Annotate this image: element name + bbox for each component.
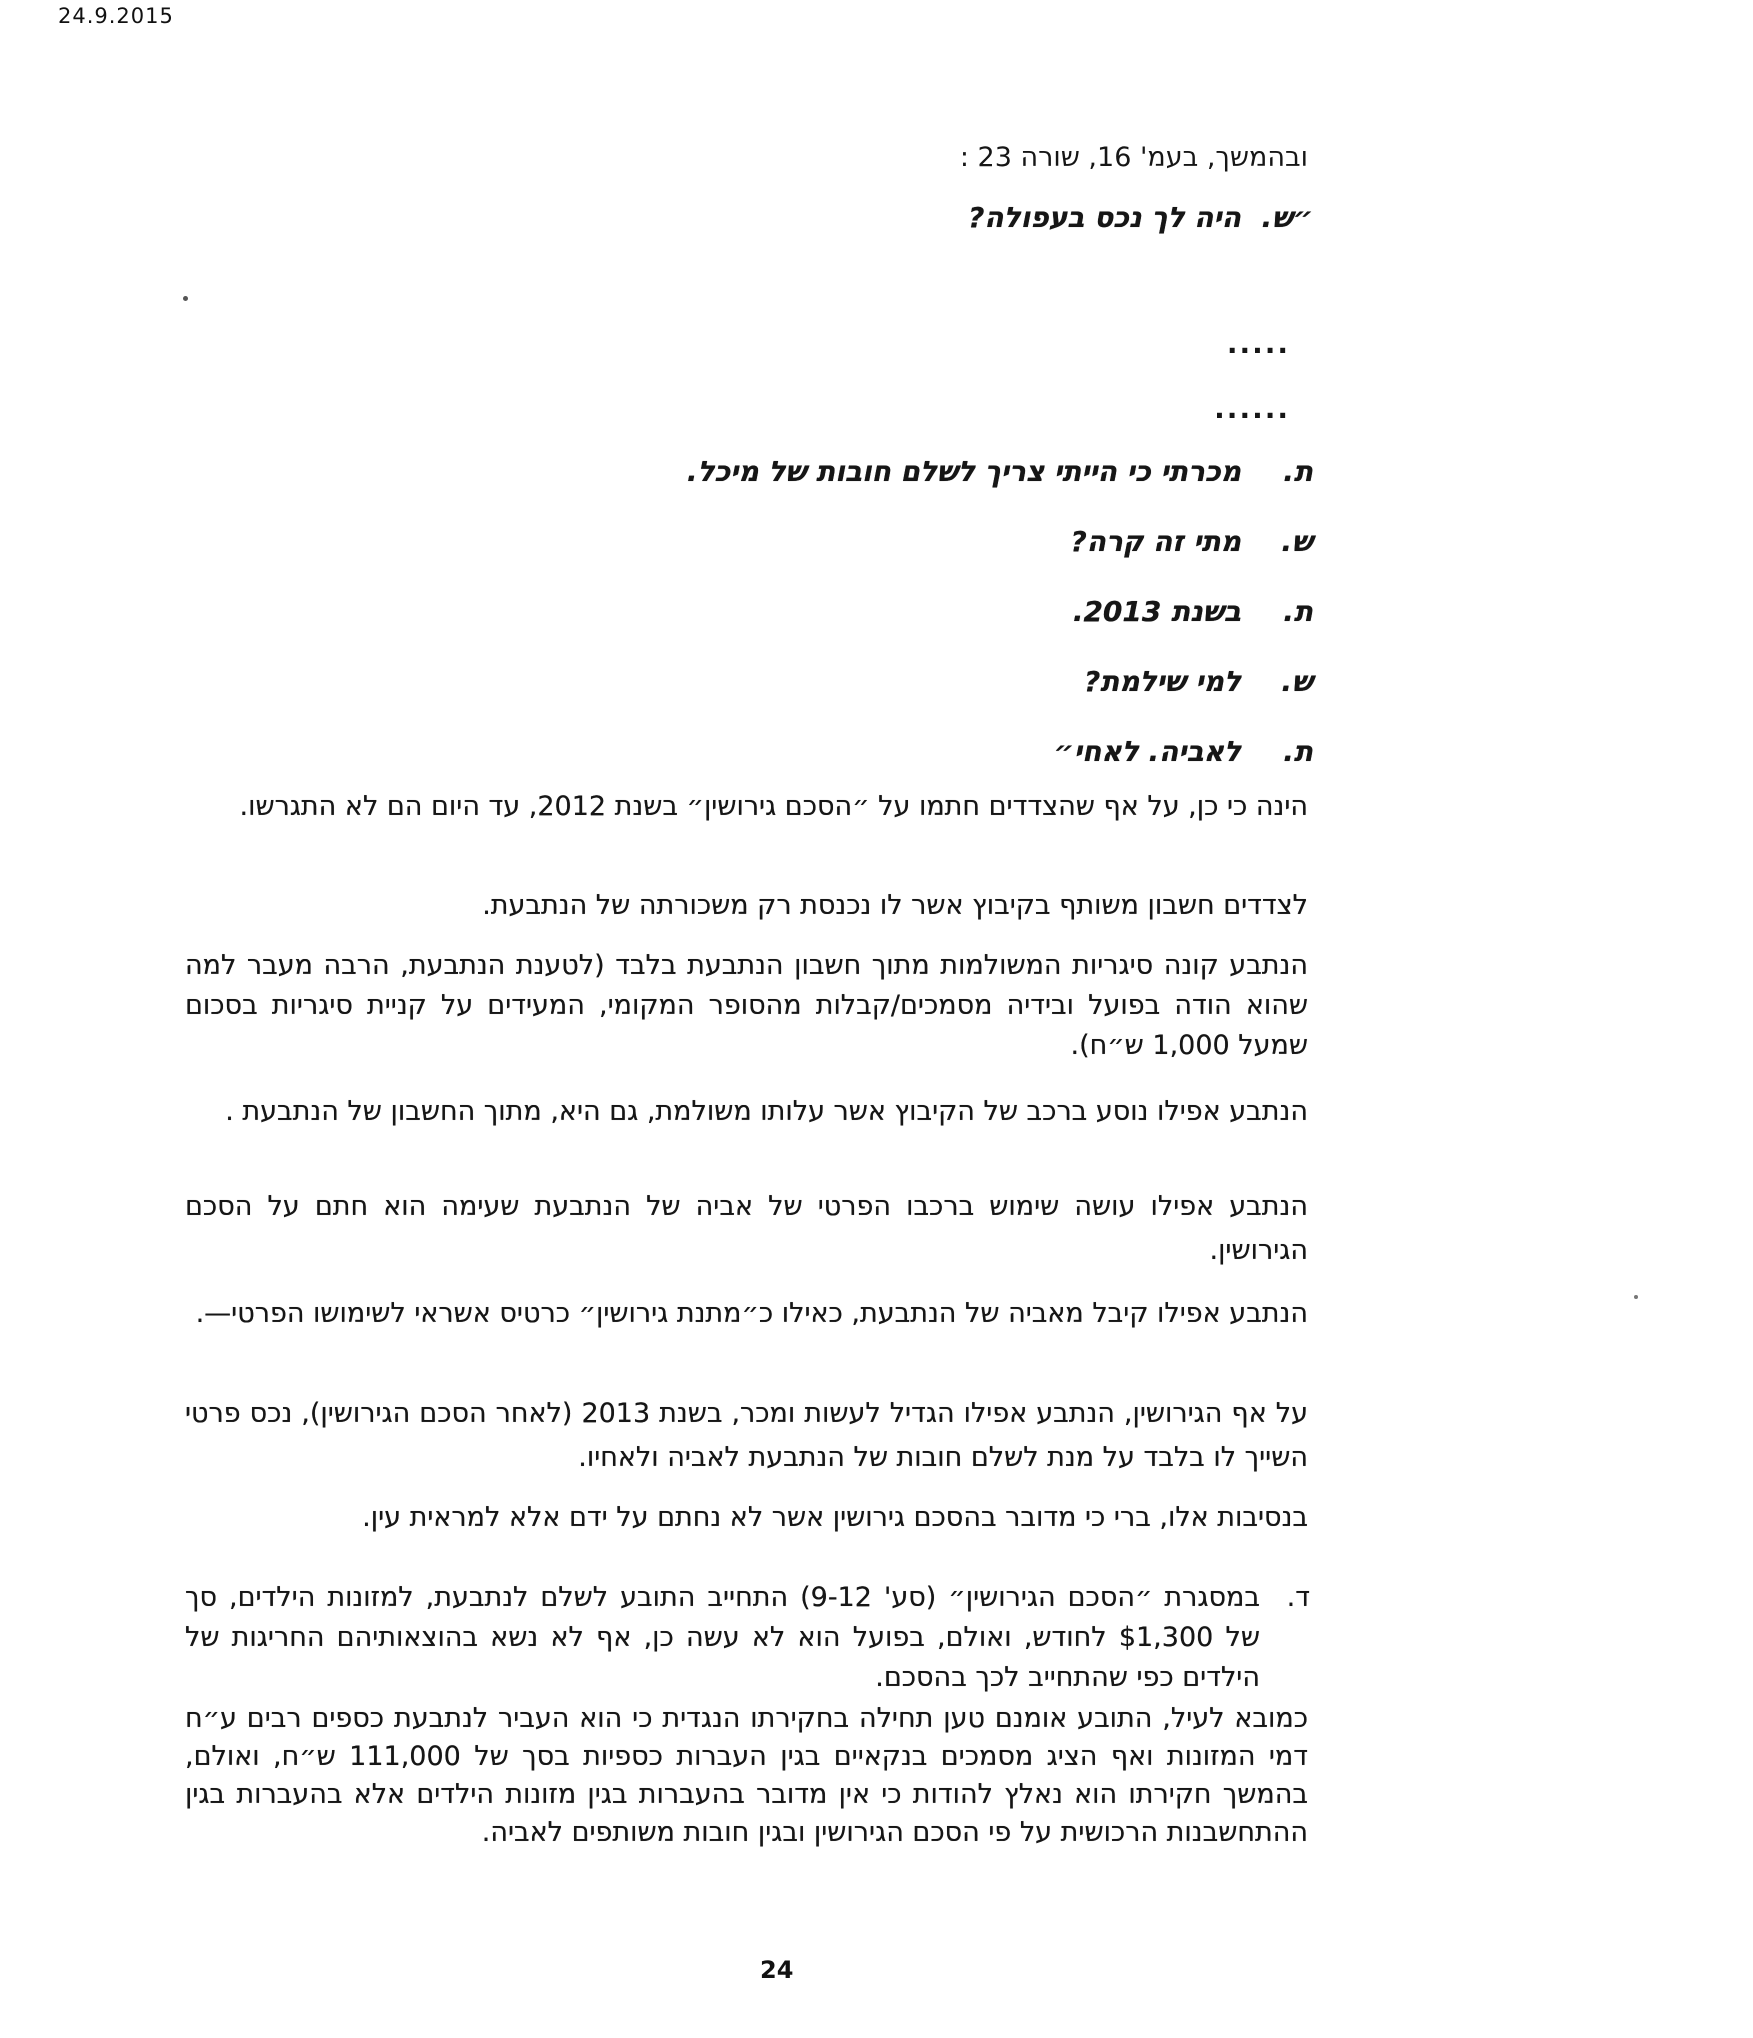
quote-marker: ש.	[1281, 665, 1313, 698]
page-number: 24	[760, 1956, 794, 1984]
quote-line	[1070, 522, 1313, 562]
paragraph: הנתבע אפילו נוסע ברכב של הקיבוץ אשר עלותו משולמת, גם היא, מתוך החשבון של הנתבעת .	[225, 1096, 1308, 1127]
quote-marker: ״ש.	[1261, 201, 1313, 234]
quote-text: לאביה. לאחי״	[1054, 735, 1241, 768]
closing-paragraph: כמובא לעיל, התובע אומנם טען תחילה בחקירתו הנגדית כי הוא העביר לנתבעת כספים רבים ע״ח דמי המזונות ואף הציג מסמכים בנקאיים בגין העברות כספיות בסך של 111,000 ש״ח, ואולם, בהמשך חקירתו הוא נאלץ להודות כי אין מדובר בהעברות בגין מזונות הילדים אלא בהעברות בגין ההתחשבנות הרכושית על פי הסכם הגירושין ובגין חובות משותפים לאביה.	[185, 1703, 1308, 1848]
quote-line	[968, 198, 1313, 238]
paragraph: הנתבע אפילו קיבל מאביה של הנתבעת, כאילו כ״מתנת גירושין״ כרטיס אשראי לשימושו הפרטי—.	[195, 1298, 1308, 1329]
scan-speck	[1634, 1295, 1638, 1299]
intro-line: ובהמשך, בעמ' 16, שורה 23 :	[959, 142, 1308, 173]
quote-marker: ת.	[1283, 735, 1313, 768]
quote-line	[1054, 732, 1313, 772]
list-item-text: במסגרת ״הסכם הגירושין״ (סע' 9-12) התחייב התובע לשלם לנתבעת, למזונות הילדים, סך של $1,300 לחודש, ואולם, בפועל הוא לא עשה כן, אף לא נשא בהוצאותיהם החריגות של הילדים כפי שהתחייב לכך בהסכם.	[185, 1582, 1260, 1693]
quote-text: מתי זה קרה?	[1070, 525, 1241, 558]
paragraph: הנתבע אפילו עושה שימוש ברכבו הפרטי של אביה של הנתבעת שעימה הוא חתם על הסכם הגירושין.	[185, 1191, 1308, 1266]
list-item-marker: ד.	[1286, 1582, 1310, 1613]
list-item-dalet	[185, 1578, 1308, 1698]
paragraph: לצדדים חשבון משותף בקיבוץ אשר לו נכנסת רק משכורתה של הנתבעת.	[482, 890, 1308, 921]
quote-marker: ת.	[1283, 595, 1313, 628]
quote-text: מכרתי כי הייתי צריך לשלם חובות של מיכל.	[686, 455, 1241, 488]
quote-text: למי שילמת?	[1084, 665, 1241, 698]
quote-marker: ש.	[1281, 525, 1313, 558]
paragraph: הנתבע קונה סיגריות המשולמות מתוך חשבון הנתבעת בלבד (לטענת הנתבעת, הרבה מעבר למה שהוא הודה בפועל ובידיה מסמכים/קבלות מהסופר המקומי, המעידים על קניית סיגריות בסכום שמעל 1,000 ש״ח).	[185, 950, 1308, 1061]
quote-line	[1084, 662, 1313, 702]
quote-line	[687, 452, 1313, 492]
ellipsis-line: ......	[1214, 392, 1290, 425]
quote-line	[1073, 592, 1313, 632]
quote-marker: ת.	[1283, 455, 1313, 488]
date-stamp: 24.9.2015	[58, 4, 174, 28]
ellipsis-line: .....	[1226, 327, 1290, 360]
paragraph: על אף הגירושין, הנתבע אפילו הגדיל לעשות ומכר, בשנת 2013 (לאחר הסכם הגירושין), נכס פרטי השייך לו בלבד על מנת לשלם חובות של הנתבעת לאביה ולאחיו.	[185, 1398, 1308, 1473]
paragraph: בנסיבות אלו, ברי כי מדובר בהסכם גירושין אשר לא נחתם על ידם אלא למראית עין.	[362, 1502, 1308, 1533]
quote-text: בשנת 2013.	[1072, 595, 1241, 628]
paragraph: הינה כי כן, על אף שהצדדים חתמו על ״הסכם גירושין״ בשנת 2012, עד היום הם לא התגרשו.	[239, 791, 1308, 822]
scan-speck	[183, 296, 188, 301]
quote-text: היה לך נכס בעפולה?	[968, 201, 1241, 234]
